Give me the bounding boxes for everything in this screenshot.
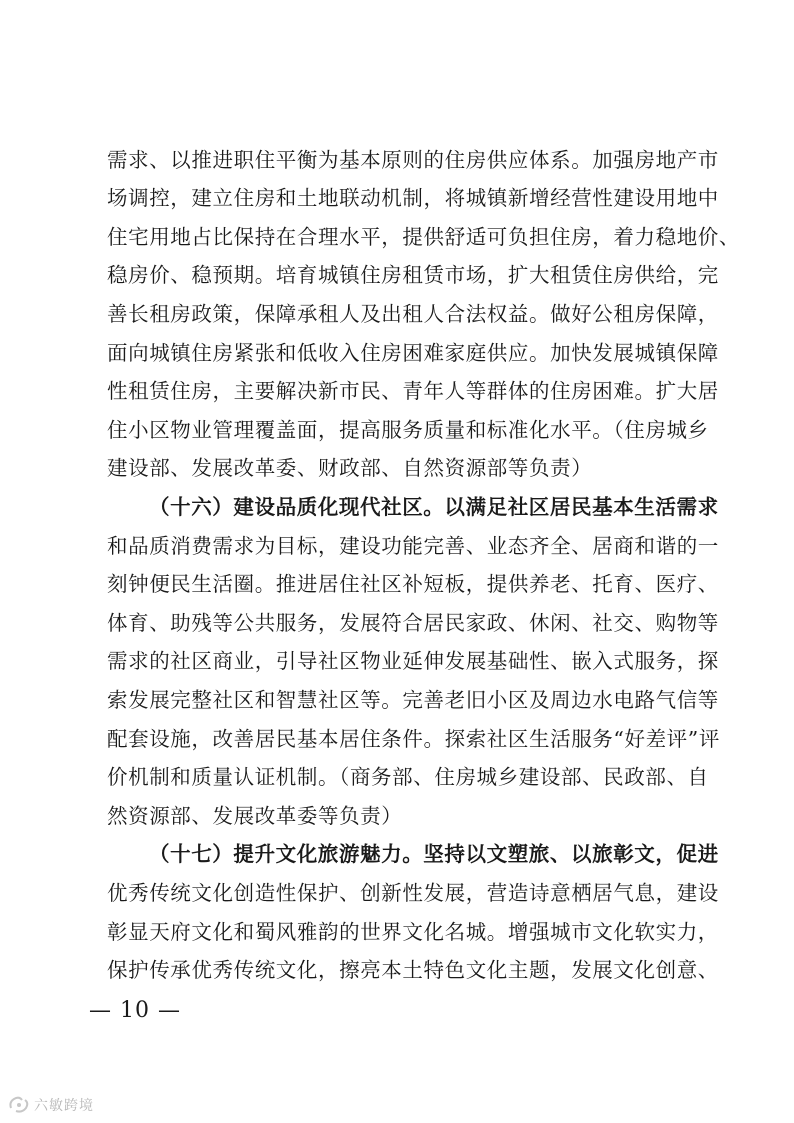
section-heading-line: （十七）提升文化旅游魅力。坚持以文塑旅、以旅彰文，促进 (149, 842, 719, 866)
paragraph-line: 稳房价、稳预期。培育城镇住房租赁市场，扩大租赁住房供给，完 (107, 263, 719, 287)
watermark (8, 1093, 94, 1117)
paragraph-line: 优秀传统文化创造性保护、创新性发展，营造诗意栖居气息，建设 (107, 881, 719, 905)
paragraph-line: 住宅用地占比保持在合理水平，提供舒适可负担住房，着力稳地价、 (107, 225, 740, 249)
paragraph-line: 面向城镇住房紧张和低收入住房困难家庭供应。加快发展城镇保障 (107, 341, 719, 365)
paragraph-line: 性租赁住房，主要解决新市民、青年人等群体的住房困难。扩大居 (107, 379, 719, 403)
paragraph-line: 刻钟便民生活圈。推进居住社区补短板，提供养老、托育、医疗、 (107, 572, 719, 596)
watermark-text: 六敏跨境 (34, 1098, 94, 1114)
paragraph-line: 需求、以推进职住平衡为基本原则的住房供应体系。加强房地产市 (107, 148, 719, 172)
paragraph-line: 需求的社区商业，引导社区物业延伸发展基础性、嵌入式服务，探 (107, 649, 719, 673)
paragraph-line: 彰显天府文化和蜀风雅韵的世界文化名城。增强城市文化软实力， (107, 920, 719, 944)
section-heading-line: （十六）建设品质化现代社区。以满足社区居民基本生活需求 (149, 495, 719, 519)
paragraph-line: 善长租房政策，保障承租人及出租人合法权益。做好公租房保障， (107, 302, 719, 326)
page-number: — 10 — (89, 998, 181, 1023)
paragraph-line: 体育、助残等公共服务，发展符合居民家政、休闲、社交、购物等 (107, 611, 719, 635)
paragraph-line: 索发展完整社区和智慧社区等。完善老旧小区及周边水电路气信等 (107, 688, 719, 712)
paragraph-line: 住小区物业管理覆盖面，提高服务质量和标准化水平。（住房城乡 (107, 418, 709, 442)
paragraph-line: 建设部、发展改革委、财政部、自然资源部等负责） (107, 456, 593, 480)
paragraph-line: 保护传承优秀传统文化，擦亮本土特色文化主题，发展文化创意、 (107, 958, 719, 982)
paragraph-line: 配套设施，改善居民基本居住条件。探索社区生活服务“好差评”评 (107, 727, 720, 751)
watermark-logo-icon (8, 1096, 30, 1114)
paragraph-line: 场调控，建立住房和土地联动机制，将城镇新增经营性建设用地中 (107, 186, 719, 210)
paragraph-line: 价机制和质量认证机制。（商务部、住房城乡建设部、民政部、自 (107, 765, 709, 789)
paragraph-line: 然资源部、发展改革委等负责） (107, 804, 403, 828)
paragraph-line: 和品质消费需求为目标，建设功能完善、业态齐全、居商和谐的一 (107, 534, 719, 558)
